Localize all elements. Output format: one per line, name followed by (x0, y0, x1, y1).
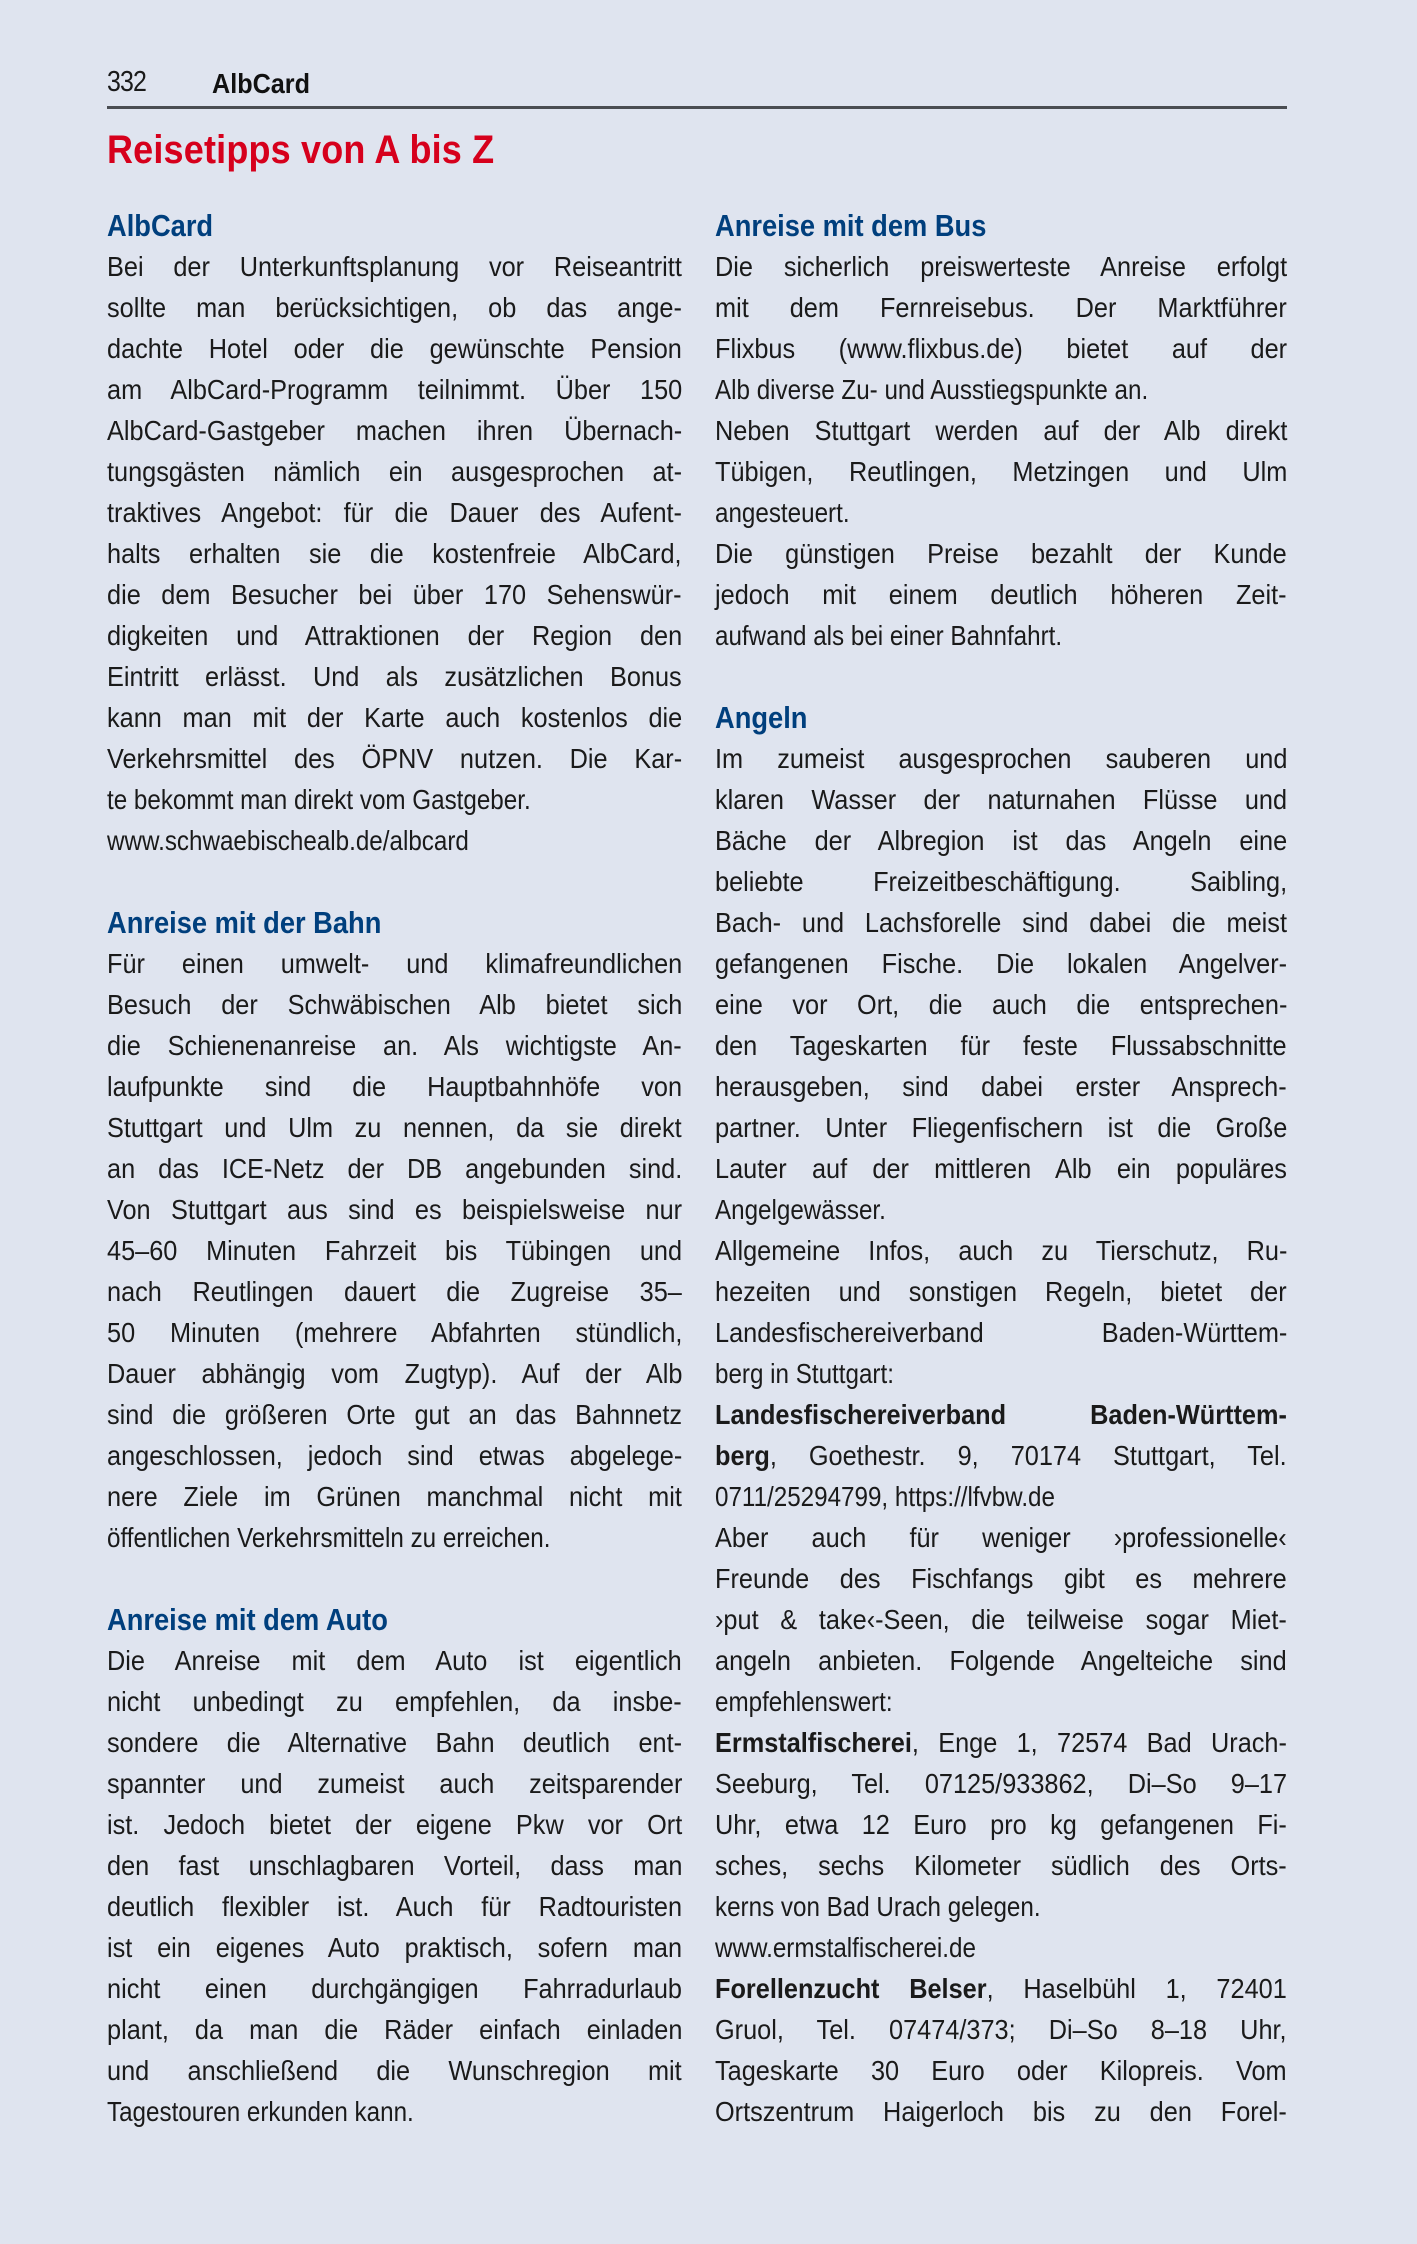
text-segment: Ortszentrum Haigerloch bis zu den Forel- (715, 2096, 1287, 2127)
text-line (107, 1025, 682, 1066)
text-line (715, 1394, 1287, 1435)
text-segment: halts erhalten sie die kostenfreie AlbCard, (107, 538, 682, 569)
text-line (107, 1066, 682, 1107)
text-segment: öffentlichen Verkehrsmitteln zu erreichen. (107, 1522, 551, 1553)
section-heading: Angeln (715, 700, 808, 735)
text-segment: , Enge 1, 72574 Bad Urach- (911, 1727, 1287, 1758)
text-segment: www.ermstalfischerei.de (715, 1932, 976, 1963)
text-line (715, 1476, 1287, 1517)
text-segment: eine vor Ort, die auch die entsprechen- (715, 989, 1288, 1020)
text-segment: nere Ziele im Grünen manchmal nicht mit (107, 1481, 682, 1512)
text-line (715, 328, 1287, 369)
text-line (107, 1886, 682, 1927)
text-line (107, 533, 682, 574)
text-line (107, 656, 682, 697)
text-line (715, 984, 1287, 1025)
text-line (107, 1517, 682, 1558)
section-body (107, 1640, 682, 2132)
section-albcard (107, 205, 682, 861)
text-segment: angeln anbieten. Folgende Angelteiche sind (715, 1645, 1287, 1676)
text-line (715, 1558, 1287, 1599)
text-segment: kann man mit der Karte auch kostenlos die (107, 702, 683, 733)
text-line (715, 779, 1287, 820)
text-segment: 50 Minuten (mehrere Abfahrten stündlich, (107, 1317, 683, 1348)
text-segment: herausgeben, sind dabei erster Ansprech- (715, 1071, 1287, 1102)
text-segment: Bäche der Albregion ist das Angeln eine (715, 825, 1288, 856)
text-line (107, 451, 682, 492)
text-segment: nicht einen durchgängigen Fahrradurlaub (107, 1973, 682, 2004)
text-segment: hezeiten und sonstigen Regeln, bietet der (715, 1276, 1287, 1307)
text-segment: Seeburg, Tel. 07125/933862, Di–So 9–17 (715, 1768, 1288, 1799)
section-heading: AlbCard (107, 208, 214, 243)
text-segment: Im zumeist ausgesprochen sauberen und (715, 743, 1288, 774)
text-line (715, 1271, 1287, 1312)
text-line (715, 1681, 1287, 1722)
text-segment: berg in Stuttgart: (715, 1358, 894, 1389)
text-line (715, 1599, 1287, 1640)
text-line (107, 820, 682, 861)
text-line (715, 1763, 1287, 1804)
page-number: 332 (107, 66, 147, 98)
text-segment: Flixbus (www.flixbus.de) bietet auf der (715, 333, 1288, 364)
text-segment: Die Anreise mit dem Auto ist eigentlich (107, 1645, 682, 1676)
text-segment: www.schwaebischealb.de/albcard (107, 825, 469, 856)
text-line (107, 943, 682, 984)
text-segment: kerns von Bad Urach gelegen. (715, 1891, 1041, 1922)
text-segment: Allgemeine Infos, auch zu Tierschutz, Ru- (715, 1235, 1288, 1266)
text-segment: mit dem Fernreisebus. Der Marktführer (715, 292, 1287, 323)
text-line (715, 1312, 1287, 1353)
text-line (107, 2050, 682, 2091)
section-body (715, 246, 1287, 656)
text-segment: partner. Unter Fliegenfischern ist die Große (715, 1112, 1288, 1143)
text-segment: Verkehrsmittel des ÖPNV nutzen. Die Kar- (107, 743, 683, 774)
text-line (107, 984, 682, 1025)
text-segment: Uhr, etwa 12 Euro pro kg gefangenen Fi- (715, 1809, 1287, 1840)
text-line (715, 1025, 1287, 1066)
text-line (107, 1107, 682, 1148)
text-segment: laufpunkte sind die Hauptbahnhöfe von (107, 1071, 683, 1102)
text-segment: aufwand als bei einer Bahnfahrt. (715, 620, 1063, 651)
text-line (715, 1927, 1287, 1968)
text-line (107, 1476, 682, 1517)
text-segment: ist. Jedoch bietet der eigene Pkw vor Ort (107, 1809, 683, 1840)
text-line (107, 1353, 682, 1394)
text-line (715, 287, 1287, 328)
text-segment: ist ein eigenes Auto praktisch, sofern man (107, 1932, 683, 1963)
text-segment: nach Reutlingen dauert die Zugreise 35– (107, 1276, 682, 1307)
text-line (715, 2009, 1287, 2050)
running-title: AlbCard (212, 68, 311, 99)
text-segment: Von Stuttgart aus sind es beispielsweise nur (107, 1194, 683, 1225)
section-anreise-mit-der-bahn (107, 902, 682, 1558)
text-line (715, 1845, 1287, 1886)
text-segment: Gruol, Tel. 07474/373; Di–So 8–18 Uhr, (715, 2014, 1287, 2045)
text-line (715, 615, 1287, 656)
text-line (107, 697, 682, 738)
text-segment: Tageskarte 30 Euro oder Kilopreis. Vom (715, 2055, 1287, 2086)
text-segment: Stuttgart und Ulm zu nennen, da sie direkt (107, 1112, 682, 1143)
text-line (715, 820, 1287, 861)
section-body (107, 943, 682, 1558)
text-segment: sches, sechs Kilometer südlich des Orts- (715, 1850, 1287, 1881)
section-body (715, 738, 1287, 2132)
text-segment: die Schienenanreise an. Als wichtigste An- (107, 1030, 682, 1061)
text-segment: Tagestouren erkunden kann. (107, 2096, 414, 2127)
text-line (107, 2009, 682, 2050)
text-segment: Neben Stuttgart werden auf der Alb direkt (715, 415, 1288, 446)
text-line (715, 1066, 1287, 1107)
text-segment: sind die größeren Orte gut an das Bahnnetz (107, 1399, 683, 1430)
text-line (715, 1435, 1287, 1476)
text-line (715, 1804, 1287, 1845)
text-line (715, 861, 1287, 902)
text-segment: dachte Hotel oder die gewünschte Pension (107, 333, 682, 364)
text-line (107, 492, 682, 533)
text-line (715, 1886, 1287, 1927)
text-line (107, 738, 682, 779)
text-line (715, 2050, 1287, 2091)
running-header (107, 62, 1287, 109)
text-segment: Bei der Unterkunftsplanung vor Reiseantritt (107, 251, 682, 282)
text-segment: Alb diverse Zu- und Ausstiegspunkte an. (715, 374, 1149, 405)
text-segment: angesteuert. (715, 497, 850, 528)
text-segment: den fast unschlagbaren Vorteil, dass man (107, 1850, 683, 1881)
page-title: Reisetipps von A bis Z (107, 128, 495, 172)
section-heading: Anreise mit der Bahn (107, 905, 382, 940)
text-line (107, 779, 682, 820)
text-segment: ›put & take‹-Seen, die teilweise sogar Miet- (715, 1604, 1287, 1635)
text-line (715, 1230, 1287, 1271)
text-line (715, 1353, 1287, 1394)
text-line (715, 1517, 1287, 1558)
text-line (107, 2091, 682, 2132)
text-line (715, 738, 1287, 779)
text-segment: spannter und zumeist auch zeitsparender (107, 1768, 683, 1799)
bold-text: Ermstalfischerei (715, 1727, 912, 1758)
text-line (107, 1845, 682, 1886)
text-segment: Freunde des Fischfangs gibt es mehrere (715, 1563, 1287, 1594)
text-segment: AlbCard-Gastgeber machen ihren Übernach- (107, 415, 683, 446)
text-segment: empfehlenswert: (715, 1686, 893, 1717)
section-heading: Anreise mit dem Bus (715, 208, 987, 243)
text-segment: Bach- und Lachsforelle sind dabei die meist (715, 907, 1287, 938)
text-segment: te bekommt man direkt vom Gastgeber. (107, 784, 531, 815)
text-segment: Lauter auf der mittleren Alb ein populäres (715, 1153, 1287, 1184)
text-line (715, 451, 1287, 492)
text-segment: an das ICE-Netz der DB angebunden sind. (107, 1153, 683, 1184)
text-line (107, 287, 682, 328)
text-line (715, 492, 1287, 533)
text-line (715, 1107, 1287, 1148)
text-segment: am AlbCard-Programm teilnimmt. Über 150 (107, 374, 683, 405)
text-line (715, 902, 1287, 943)
text-segment: Die sicherlich preiswerteste Anreise erfolgt (715, 251, 1288, 282)
text-line (107, 615, 682, 656)
section-body (107, 246, 682, 861)
text-segment: Dauer abhängig vom Zugtyp). Auf der Alb (107, 1358, 683, 1389)
bold-text: berg (715, 1440, 770, 1471)
left-column (107, 205, 682, 2173)
text-segment: Eintritt erlässt. Und als zusätzlichen Bonus (107, 661, 682, 692)
text-segment: tungsgästen nämlich ein ausgesprochen at- (107, 456, 683, 487)
text-segment: Tübigen, Reutlingen, Metzingen und Ulm (715, 456, 1288, 487)
text-line (107, 1722, 682, 1763)
section-heading: Anreise mit dem Auto (107, 1602, 388, 1637)
text-line (107, 410, 682, 451)
text-line (107, 1927, 682, 1968)
text-line (715, 1722, 1287, 1763)
text-line (715, 1968, 1287, 2009)
section-anreise-mit-dem-auto (107, 1599, 682, 2132)
text-segment: Besuch der Schwäbischen Alb bietet sich (107, 989, 683, 1020)
text-segment: Die günstigen Preise bezahlt der Kunde (715, 538, 1287, 569)
text-line (715, 369, 1287, 410)
text-line (107, 1148, 682, 1189)
text-line (107, 1394, 682, 1435)
text-segment: 0711/25294799, https://lfvbw.de (715, 1481, 1055, 1512)
text-segment: sondere die Alternative Bahn deutlich ent- (107, 1727, 683, 1758)
bold-text: Landesfischereiverband Baden-Württem- (715, 1399, 1287, 1430)
section-angeln (715, 697, 1287, 2132)
text-segment: die dem Besucher bei über 170 Sehenswür- (107, 579, 682, 610)
text-segment: klaren Wasser der naturnahen Flüsse und (715, 784, 1288, 815)
text-line (715, 410, 1287, 451)
text-segment: , Goethestr. 9, 70174 Stuttgart, Tel. (769, 1440, 1287, 1471)
text-segment: nicht unbedingt zu empfehlen, da insbe- (107, 1686, 682, 1717)
text-segment: jedoch mit einem deutlich höheren Zeit- (715, 579, 1287, 610)
text-line (107, 1763, 682, 1804)
text-line (107, 369, 682, 410)
text-segment: sollte man berücksichtigen, ob das ange- (107, 292, 682, 323)
text-line (715, 1148, 1287, 1189)
right-column (715, 205, 1287, 2173)
text-line (107, 574, 682, 615)
text-line (107, 1230, 682, 1271)
text-segment: traktives Angebot: für die Dauer des Aufent- (107, 497, 682, 528)
text-segment: und anschließend die Wunschregion mit (107, 2055, 682, 2086)
text-line (107, 1271, 682, 1312)
text-line (107, 1968, 682, 2009)
text-segment: deutlich flexibler ist. Auch für Radtouristen (107, 1891, 683, 1922)
text-line (107, 1804, 682, 1845)
text-line (715, 1640, 1287, 1681)
text-segment: , Haselbühl 1, 72401 (986, 1973, 1287, 2004)
text-line (715, 533, 1287, 574)
text-segment: Für einen umwelt- und klimafreundlichen (107, 948, 683, 979)
text-segment: Angelgewässer. (715, 1194, 886, 1225)
text-line (107, 1189, 682, 1230)
text-line (715, 1189, 1287, 1230)
text-segment: gefangenen Fische. Die lokalen Angelver- (715, 948, 1288, 979)
text-line (715, 943, 1287, 984)
text-segment: angeschlossen, jedoch sind etwas abgelege- (107, 1440, 683, 1471)
text-segment: plant, da man die Räder einfach einladen (107, 2014, 683, 2045)
text-line (715, 574, 1287, 615)
text-segment: digkeiten und Attraktionen der Region den (107, 620, 683, 651)
text-segment: 45–60 Minuten Fahrzeit bis Tübingen und (107, 1235, 683, 1266)
text-segment: Aber auch für weniger ›professionelle‹ (715, 1522, 1287, 1553)
text-line (107, 246, 682, 287)
text-line (715, 246, 1287, 287)
text-segment: Landesfischereiverband Baden-Württem- (715, 1317, 1288, 1348)
bold-text: Forellenzucht Belser (715, 1973, 987, 2004)
text-line (107, 328, 682, 369)
text-line (107, 1435, 682, 1476)
text-segment: beliebte Freizeitbeschäftigung. Saibling, (715, 866, 1288, 897)
text-line (107, 1681, 682, 1722)
text-segment: den Tageskarten für feste Flussabschnitte (715, 1030, 1287, 1061)
section-anreise-mit-dem-bus (715, 205, 1287, 656)
text-line (107, 1312, 682, 1353)
text-line (715, 2091, 1287, 2132)
text-line (107, 1640, 682, 1681)
